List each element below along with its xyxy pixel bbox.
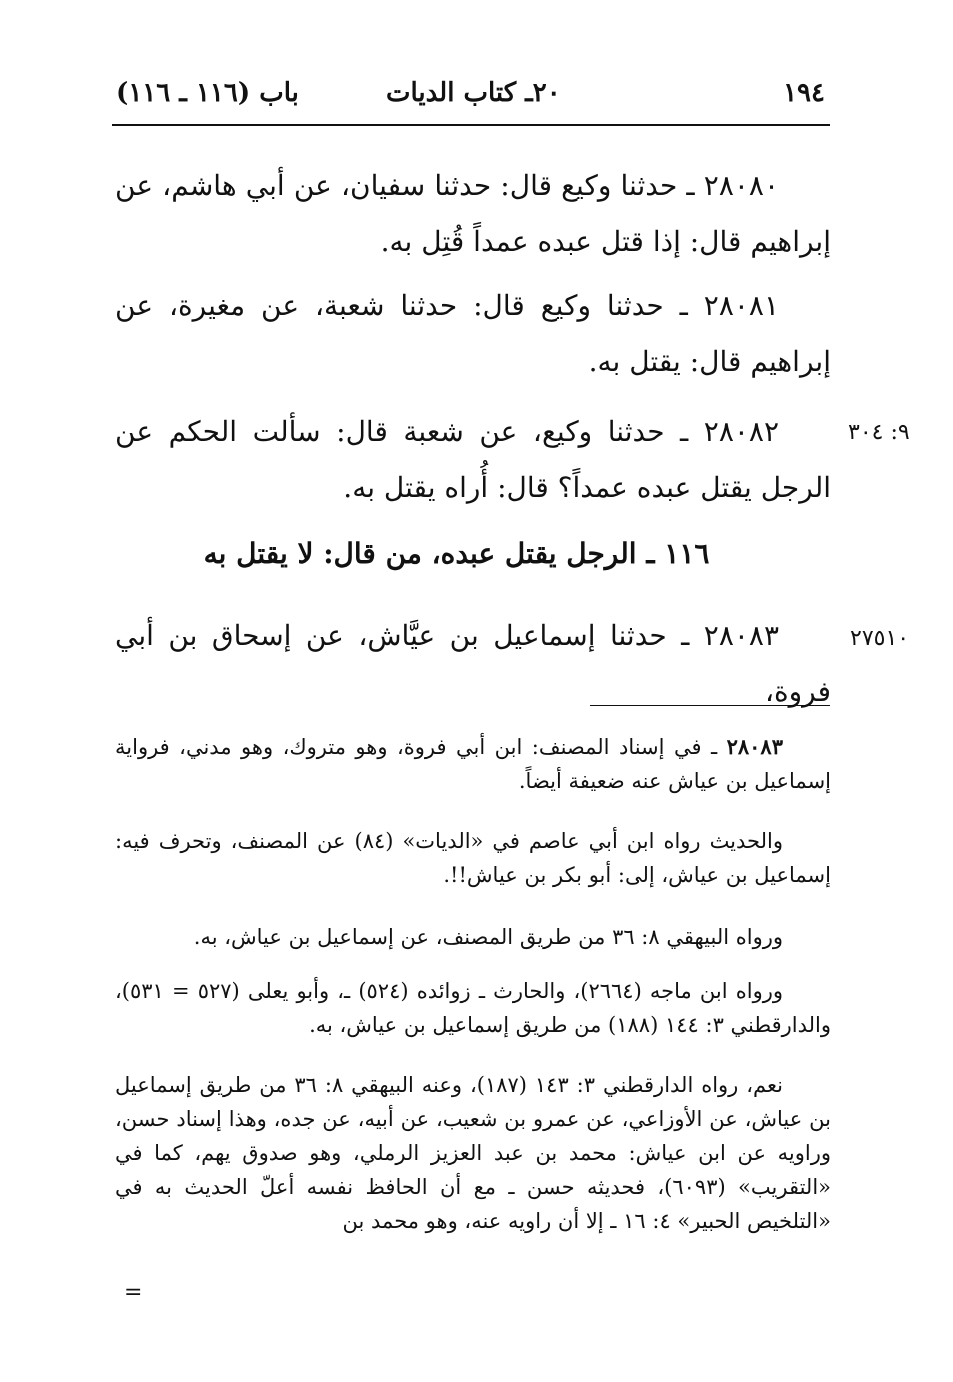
continuation-mark: = (124, 1280, 143, 1305)
hadith-text: ـ حدثنا إسماعيل بن عيَّاش، عن إسحاق بن أبي فروة، (115, 619, 831, 708)
header-rule (112, 124, 830, 126)
hadith-28080 (115, 158, 831, 270)
hadith-text: ـ حدثنا وكيع قال: حدثنا شعبة، عن مغيرة، عن إبراهيم قال: يقتل به. (115, 289, 831, 378)
footnote-text: والحديث رواه ابن أبي عاصم في «الديات» (٨٤) عن المصنف، وتحرف فيه: إسماعيل بن عياش، إلى: أبو بكر بن عياش!!. (115, 829, 831, 887)
footnote-text: ورواه ابن ماجه (٢٦٦٤)، والحارث ـ زوائده (٥٢٤) ـ، وأبو يعلى (٥٢٧ = ٥٣١)، والدارقطني ٣: ١٤٤ (١٨٨) من طريق إسماعيل بن عياش، به. (115, 979, 831, 1037)
section-title: ١١٦ ـ الرجل يقتل عبده، من قال: لا يقتل به (203, 537, 710, 570)
hadith-text: ـ حدثنا وكيع، عن شعبة قال: سألت الحكم عن الرجل يقتل عبده عمداً؟ قال: أُراه يقتل به. (115, 415, 831, 504)
hadith-number: ٢٨٠٨٣ (703, 619, 779, 652)
footnote-text: ـ في إسناد المصنف: ابن أبي فروة، وهو متروك، وهو مدني، فرواية إسماعيل بن عياش عنه ضعيفة أيضاً. (115, 735, 831, 793)
footnote-text: نعم، رواه الدارقطني ٣: ١٤٣ (١٨٧)، وعنه البيهقي ٨: ٣٦ من طريق إسماعيل بن عياش، عن الأوزاعي، عن عمرو بن شعيب، عن أبيه، عن جده، وهذا إسناد حسن، وراويه عن ابن عياش: محمد بن عبد العزيز الرملي، وهو صدوق يهم، كما في «التقريب» (٦٠٩٣)، فحديثه حسن ـ مع أن الحافظ نفسه أعلّ الحديث به في «التلخيص الحبير» ٤: ١٦ ـ إلا أن راويه عنه، وهو محمد بن (115, 1073, 831, 1233)
margin-reference: ٢٧٥١٠ (850, 626, 910, 651)
footnote-4 (115, 974, 831, 1042)
bab-range: باب (١١٦ ـ ١١٦) (116, 78, 299, 108)
footnote-rule (590, 705, 830, 706)
footnote-5 (115, 1068, 831, 1238)
page-number: ١٩٤ (783, 78, 825, 108)
hadith-number: ٢٨٠٨١ (703, 289, 779, 322)
hadith-28083 (115, 608, 831, 720)
footnote-1 (115, 730, 831, 798)
chapter-title: ٢٠ـ كتاب الديات (386, 78, 561, 108)
footnote-text: ورواه البيهقي ٨: ٣٦ من طريق المصنف، عن إسماعيل بن عياش، به. (193, 925, 783, 949)
hadith-number: ٢٨٠٨٠ (703, 169, 779, 202)
footnote-3 (115, 920, 831, 954)
hadith-number: ٢٨٠٨٢ (703, 415, 779, 448)
footnote-number: ٢٨٠٨٣ (726, 734, 783, 759)
hadith-text: ـ حدثنا وكيع قال: حدثنا سفيان، عن أبي هاشم، عن إبراهيم قال: إذا قتل عبده عمداً قُتِل به. (115, 169, 831, 258)
margin-reference: ٩: ٣٠٤ (848, 420, 910, 445)
hadith-28082 (115, 404, 831, 516)
hadith-28081 (115, 278, 831, 390)
footnote-2 (115, 824, 831, 892)
